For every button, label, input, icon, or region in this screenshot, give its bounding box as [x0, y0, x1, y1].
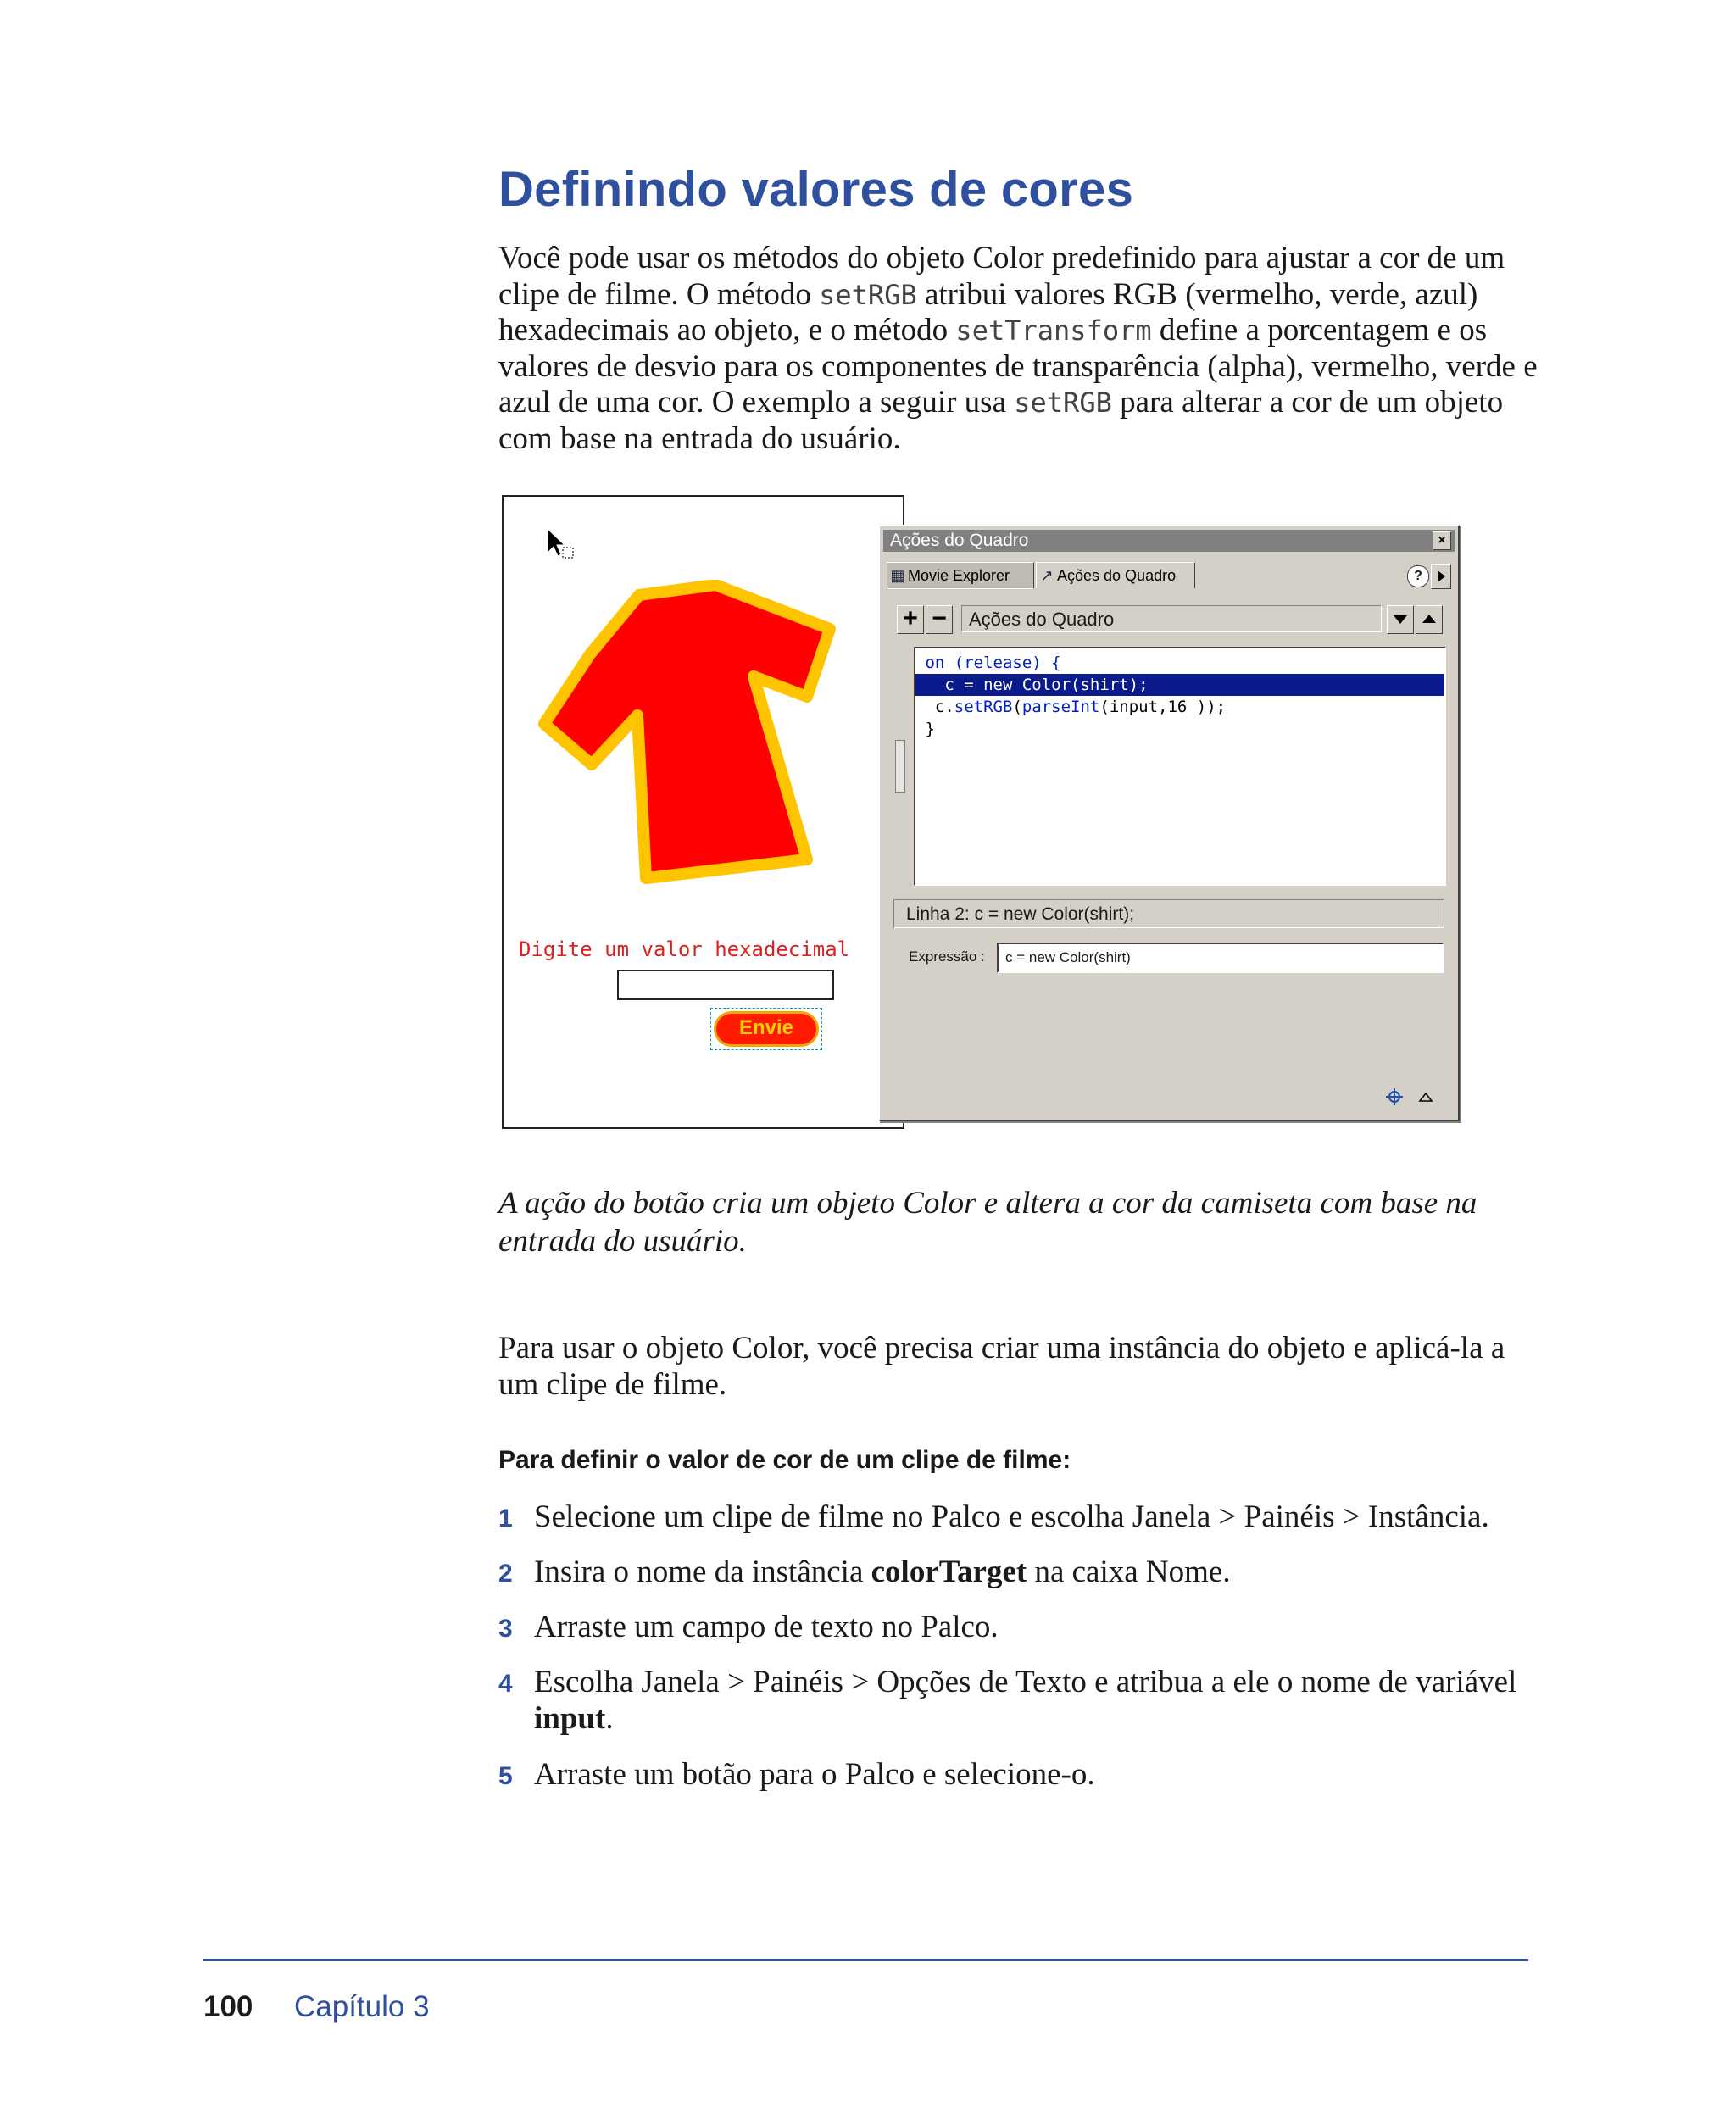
step-number: 3 [498, 1615, 513, 1643]
step-text [534, 1664, 1551, 1737]
code-keyword: parseInt [1021, 698, 1100, 716]
script-editor[interactable] [914, 647, 1446, 886]
step-text-post: na caixa Nome. [1027, 1554, 1231, 1589]
panel-titlebar[interactable] [883, 530, 1455, 552]
variable-name: input [534, 1701, 606, 1736]
arrow-cursor-icon [546, 527, 575, 561]
close-button[interactable]: × [1433, 531, 1451, 550]
expression-field[interactable]: c = new Color(shirt) [997, 943, 1444, 973]
footer-rule [203, 1959, 1528, 1961]
code-text: (release) { [944, 653, 1061, 672]
tab-movie-explorer[interactable] [887, 562, 1034, 589]
step-number: 2 [498, 1560, 513, 1588]
step-number: 4 [498, 1670, 513, 1698]
hex-prompt-label: Digite um valor hexadecimal [519, 937, 850, 961]
step-text-post: . [605, 1701, 614, 1736]
step-text: Selecione um clipe de filme no Palco e escolha Janela > Painéis > Instância. [534, 1499, 1489, 1534]
hex-value-input[interactable] [617, 970, 834, 1000]
code-settransform: setTransform [955, 314, 1152, 347]
tab-movie-explorer-label: Movie Explorer [908, 567, 1010, 584]
tab-frame-actions-label: Ações do Quadro [1057, 567, 1177, 584]
splitter-handle[interactable] [895, 740, 905, 793]
instance-name: colorTarget [871, 1554, 1027, 1589]
expression-label: Expressão : [909, 948, 985, 965]
step-text: Arraste um campo de texto no Palco. [534, 1610, 999, 1644]
shirt-shape [544, 585, 830, 878]
intro-paragraph [498, 241, 1541, 457]
step-text: Arraste um botão para o Palco e selecione-o. [534, 1757, 1095, 1792]
send-button[interactable] [710, 1008, 822, 1050]
step-number: 5 [498, 1762, 513, 1790]
frame-actions-panel [878, 525, 1460, 1121]
code-text: c. [915, 698, 954, 716]
intro-text-2: atribui valores RGB (vermelho, verde, azul) hexadecimais ao objeto, e o método [498, 276, 1478, 348]
page-number: 100 [203, 1990, 253, 2023]
intro-text-3: define a porcentagem e os valores de desvio para os componentes de transparência (alpha), vermelho, verde e azul de uma cor. O exemplo a seguir usa [498, 313, 1538, 420]
step-text-pre: Escolha Janela > Painéis > Opções de Texto e atribua a ele o nome de variável [534, 1665, 1517, 1699]
code-keyword: on [925, 653, 945, 672]
code-line-3[interactable] [915, 696, 1444, 718]
code-line-2-selected[interactable]: c = new Color(shirt); [915, 674, 1444, 696]
usage-paragraph: Para usar o objeto Color, você precisa criar uma instância do objeto e aplicá-la a um clipe de filme. [498, 1331, 1505, 1402]
panel-menu-arrow-icon[interactable] [1431, 564, 1451, 589]
figure-caption: A ação do botão cria um objeto Color e altera a cor da camiseta com base na entrada do usuário. [498, 1186, 1477, 1259]
send-button-label: Envie [738, 1016, 794, 1039]
code-line-1[interactable] [915, 652, 1444, 674]
code-text: (input,16 )); [1099, 698, 1227, 716]
procedure-heading: Para definir o valor de cor de um clipe de filme: [498, 1446, 1071, 1474]
actions-arrow-icon: ↗ [1040, 567, 1054, 584]
code-setrgb-2: setRGB [1014, 387, 1112, 419]
intro-text-1: Você pode usar os métodos do objeto Color predefinido para ajustar a cor de um clipe de filme. O método [498, 241, 1505, 312]
code-keyword: setRGB [954, 698, 1013, 716]
target-crosshair-icon[interactable] [1385, 1087, 1404, 1106]
chapter-label: Capítulo 3 [294, 1990, 430, 2023]
step-text [534, 1554, 1551, 1590]
step-number: 1 [498, 1504, 513, 1532]
move-up-icon[interactable] [1416, 605, 1443, 634]
code-line-4[interactable]: } [915, 720, 935, 738]
tab-frame-actions[interactable] [1036, 562, 1195, 588]
section-title: Definindo valores de cores [498, 162, 1134, 217]
remove-action-button[interactable]: − [926, 605, 953, 634]
move-down-icon[interactable] [1387, 605, 1414, 634]
shirt-graphic [537, 580, 843, 893]
collapse-triangle-icon[interactable] [1417, 1089, 1434, 1106]
add-action-button[interactable]: + [897, 605, 924, 634]
help-button[interactable]: ? [1407, 565, 1429, 587]
step-text-pre: Insira o nome da instância [534, 1554, 871, 1589]
panel-title: Ações do Quadro [890, 531, 1029, 550]
code-setrgb: setRGB [819, 278, 917, 311]
current-line-status: Linha 2: c = new Color(shirt); [893, 899, 1444, 928]
flash-stage [502, 495, 904, 1129]
intro-text-4: para alterar a cor de um objeto com base na entrada do usuário. [498, 385, 1504, 456]
actions-dropdown[interactable]: Ações do Quadro [961, 605, 1382, 632]
code-text: ( [1012, 698, 1022, 716]
movie-explorer-icon: ▦ [890, 567, 905, 584]
